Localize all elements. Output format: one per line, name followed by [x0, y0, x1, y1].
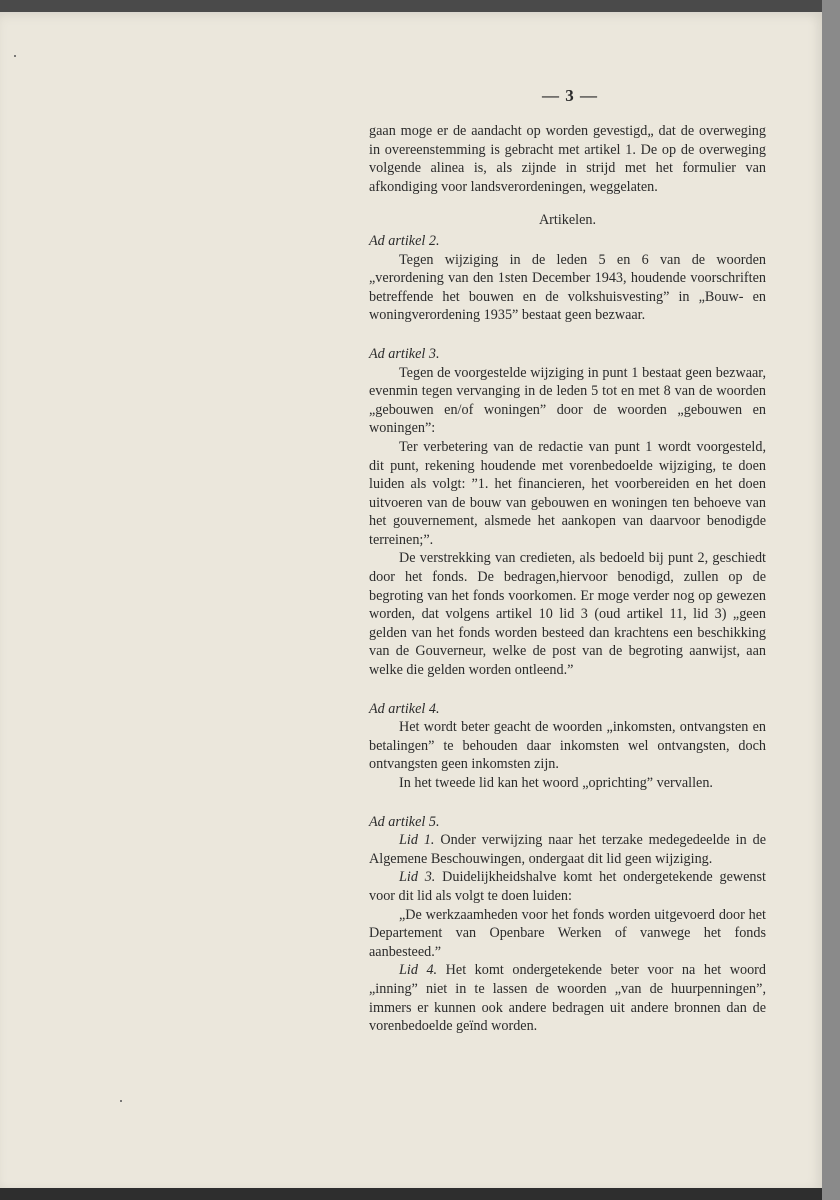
article-3-paragraph-1: Tegen de voorgestelde wijziging in punt 1 bestaat geen bezwaar, evenmin tegen vervanging in de leden 5 tot en met 8 van de woorden „gebouwen en/of woningen” door de woorden „gebouwen en woningen”:: [369, 364, 766, 437]
document-body: [369, 122, 766, 1036]
article-5-quote: „De werkzaamheden voor het fonds worden uitgevoerd door het Departement van Openbare Werken of vanwege het fonds aanbesteed.”: [369, 906, 766, 960]
article-4-paragraph-1: Het wordt beter geacht de woorden „inkomsten, ontvangsten en betalingen” te behouden daar inkomsten wel ontvangsten, doch ontvangsten geen inkomsten zijn.: [369, 719, 766, 773]
intro-paragraph: gaan moge er de aandacht op worden gevestigd„ dat de overweging in overeenstemming is gebracht met artikel 1. De op de overweging volgende alinea is, als zijnde in strijd met het formulier van afkondiging voor landsverordeningen, weggelaten.: [369, 123, 766, 195]
article-5-lid-1: [369, 831, 766, 868]
article-3-title: Ad artikel 3.: [369, 345, 440, 362]
article-5-lid-4: [369, 961, 766, 1035]
lid-3-label: Lid 3.: [399, 869, 436, 886]
article-5-lid-3: [369, 868, 766, 905]
page-number: — 3 —: [542, 86, 598, 105]
paper-speck: [120, 1100, 122, 1102]
scanner-top-edge: [0, 0, 840, 12]
lid-4-label: Lid 4.: [399, 962, 438, 979]
article-3-paragraph-3: De verstrekking van credieten, als bedoeld bij punt 2, geschiedt door het fonds. De bedragen,hiervoor benodigd, zullen op de begroting van het fonds voorkomen. Er moge verder nog op gewezen worden, dat volgens artikel 10 lid 3 (oud artikel 11, lid 3) „geen gelden van het fonds worden besteed dan krachtens een beschikking van de Gouverneur, welke de post van de begroting aanwijst, aan welke die gelden worden ontleend.”: [369, 550, 766, 679]
lid-1-label: Lid 1.: [399, 832, 435, 849]
article-5-title: Ad artikel 5.: [369, 813, 440, 830]
lid-3-text: Duidelijkheidshalve komt het ondergetekende gewenst voor dit lid als volgt te doen luiden:: [369, 869, 766, 904]
article-2-title: Ad artikel 2.: [369, 232, 440, 249]
lid-1-text: Onder verwijzing naar het terzake medegedeelde in de Algemene Beschouwingen, ondergaat dit lid geen wijziging.: [369, 832, 766, 867]
lid-4-text: Het komt ondergetekende beter voor na het woord „inning” niet in te lassen de woorden „van de huurpenningen”, immers er kunnen ook andere bedragen uit andere bronnen dan de vorenbedoelde geïnd worden.: [369, 962, 766, 1035]
scanner-right-edge: [822, 0, 840, 1200]
article-2-body: Tegen wijziging in de leden 5 en 6 van de woorden „verordening van den 1sten December 1943, houdende voorschriften betreffende het bouwen en de volkshuisvesting” in „Bouw- en woningverordening 1935” bestaat geen bezwaar.: [369, 251, 766, 324]
article-3-paragraph-2: Ter verbetering van de redactie van punt 1 wordt voorgesteld, dit punt, rekening houdende met vorenbedoelde wijziging, te doen luiden als volgt: ”1. het financieren, het voorbereiden en het doen uitvoeren van de bouw van gebouwen en woningen ten behoeve van het gouvernement, alsmede het aankopen van daarvoor benodigde terreinen;”.: [369, 438, 766, 548]
article-4-title: Ad artikel 4.: [369, 700, 440, 717]
article-4-paragraph-2: In het tweede lid kan het woord „oprichting” vervallen.: [399, 775, 713, 791]
section-heading: Artikelen.: [538, 212, 597, 229]
paper-speck: [14, 55, 16, 57]
